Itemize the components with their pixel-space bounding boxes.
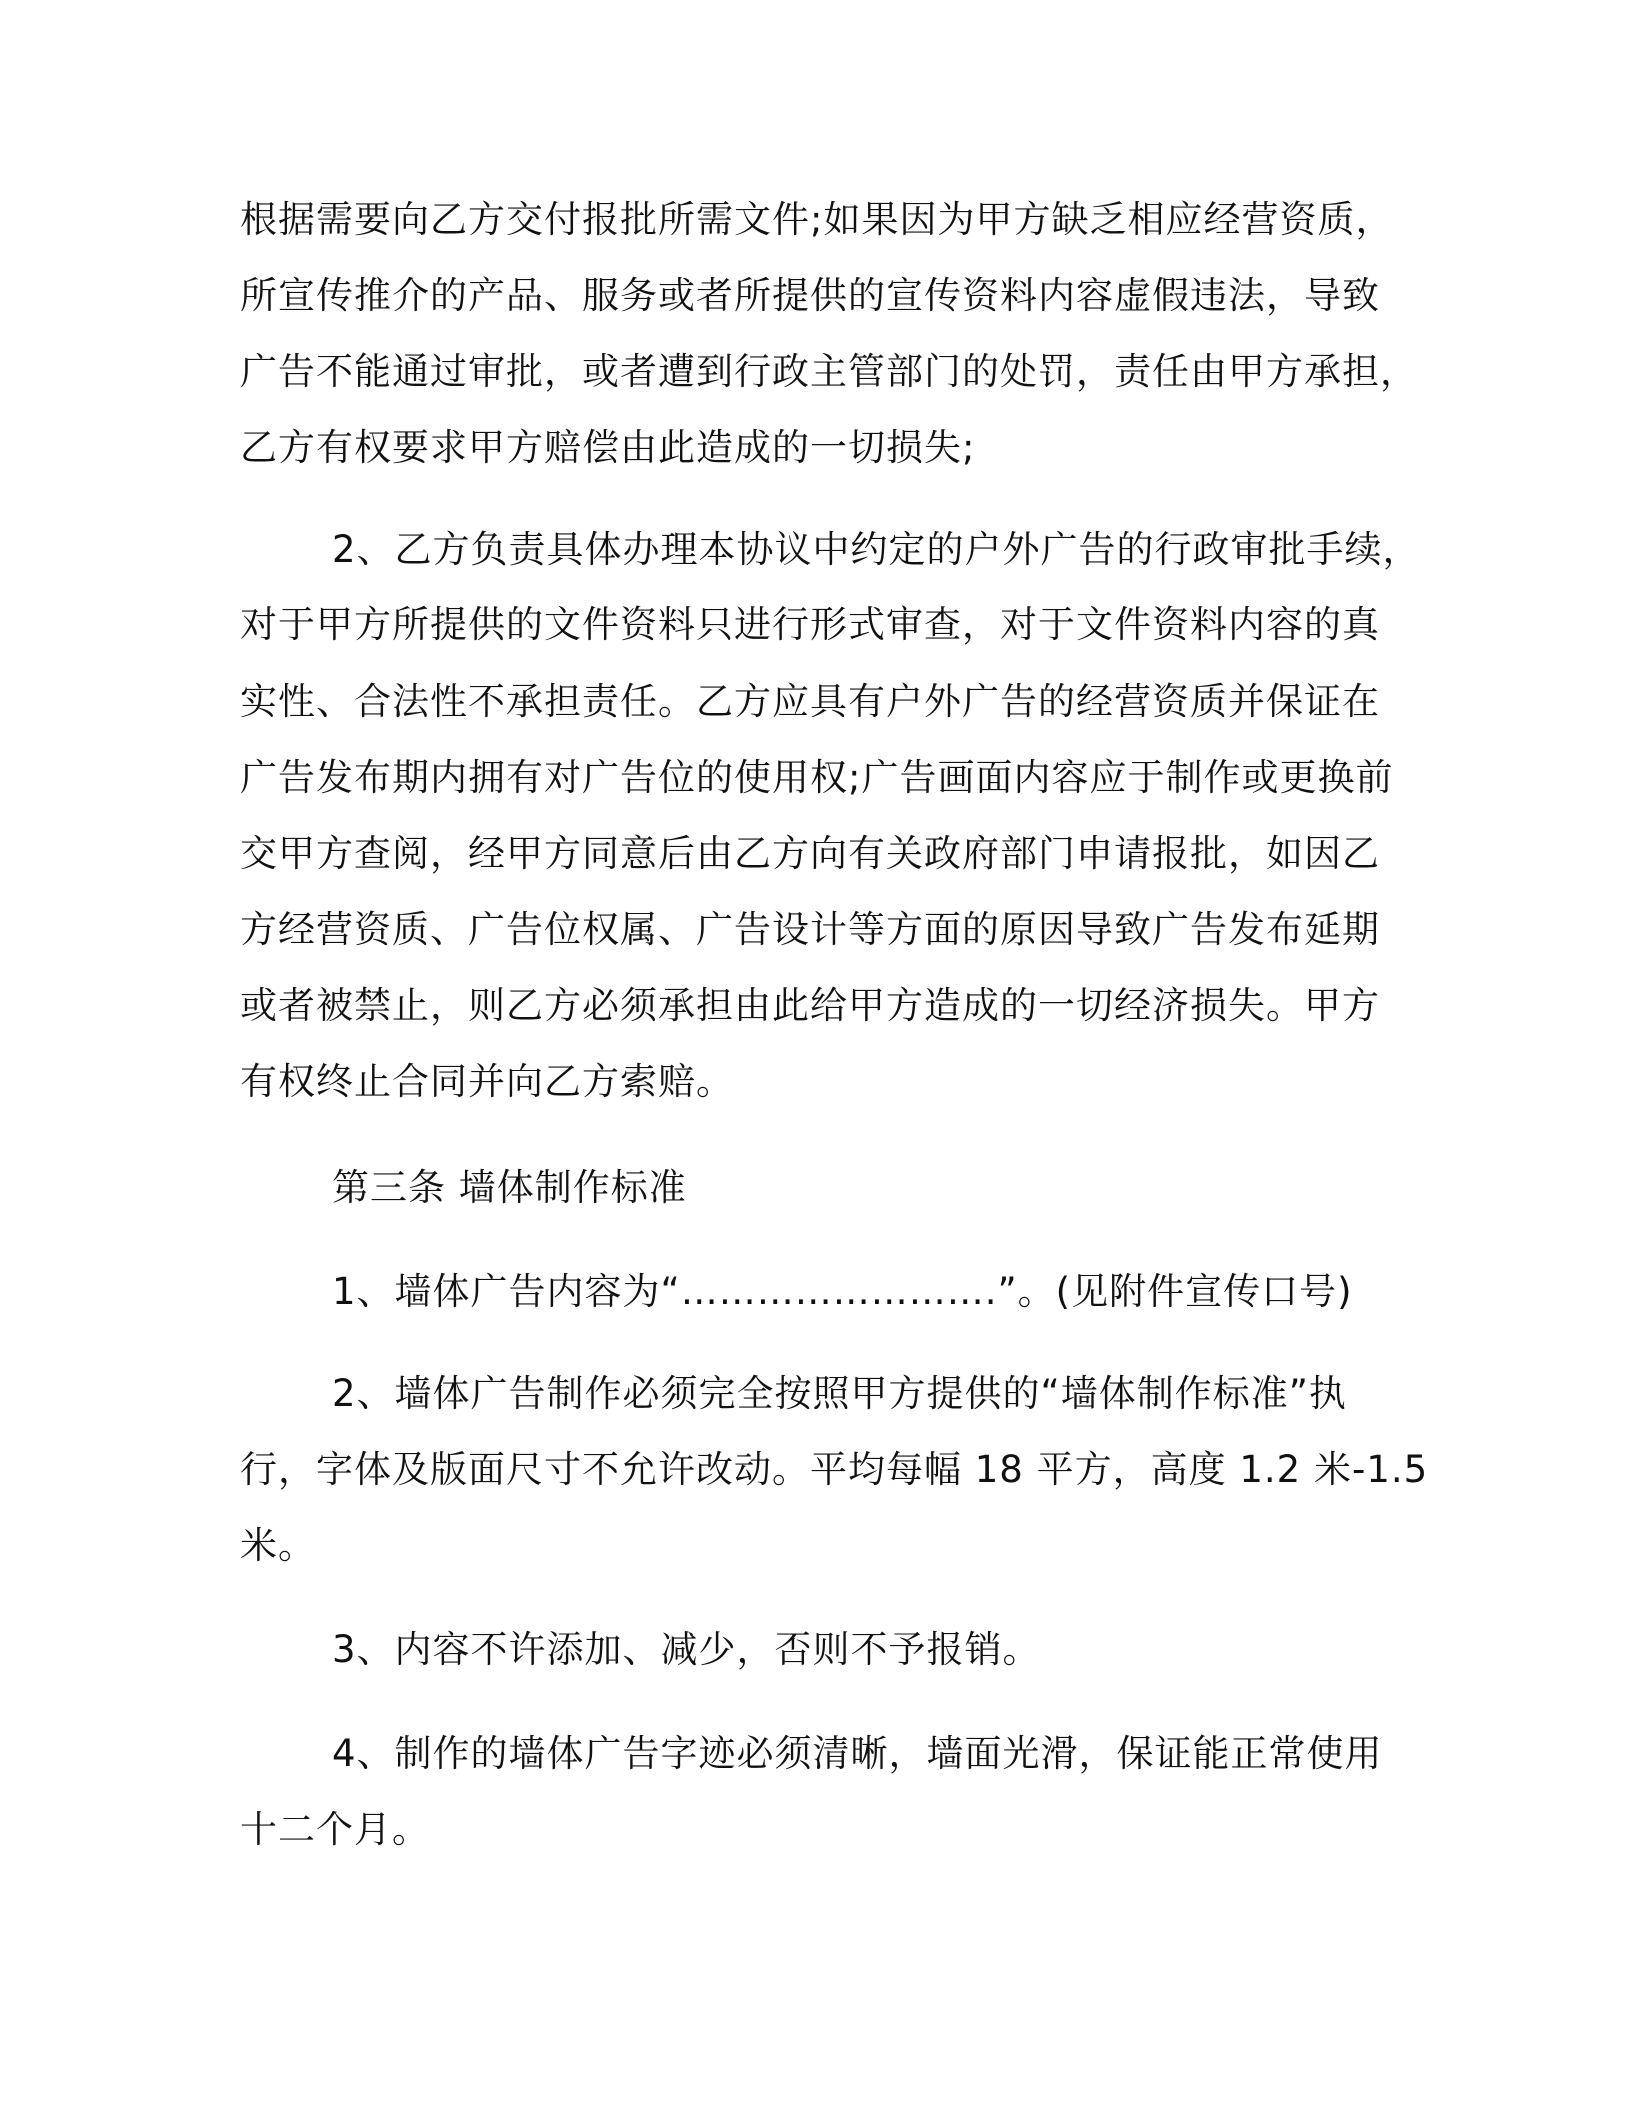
paragraph-2-line-1: 2、乙方负责具体办理本协议中约定的户外广告的行政审批手续， (332, 528, 1421, 571)
paragraph-2-line-6: 方经营资质、广告位权属、广告设计等方面的原因导致广告发布延期 (240, 908, 1380, 951)
item-4-line-1: 4、制作的墙体广告字迹必须清晰，墙面光滑，保证能正常使用 (332, 1732, 1383, 1775)
paragraph-2-line-4: 广告发布期内拥有对广告位的使用权;广告画面内容应于制作或更换前 (240, 756, 1394, 799)
item-2-line-3: 米。 (240, 1524, 316, 1567)
paragraph-2-line-8: 有权终止合同并向乙方索赔。 (240, 1060, 734, 1103)
paragraph-1-line-2: 所宣传推介的产品、服务或者所提供的宣传资料内容虚假违法，导致 (240, 274, 1380, 317)
item-3: 3、内容不许添加、减少，否则不予报销。 (332, 1628, 1041, 1671)
paragraph-2-line-2: 对于甲方所提供的文件资料只进行形式审查，对于文件资料内容的真 (240, 603, 1380, 646)
paragraph-1-line-3: 广告不能通过审批，或者遭到行政主管部门的处罚，责任由甲方承担， (240, 350, 1418, 393)
paragraph-1-line-4: 乙方有权要求甲方赔偿由此造成的一切损失; (240, 426, 976, 469)
item-4-line-2: 十二个月。 (240, 1808, 430, 1851)
paragraph-2-line-7: 或者被禁止，则乙方必须承担由此给甲方造成的一切经济损失。甲方 (240, 984, 1380, 1027)
item-2-line-1: 2、墙体广告制作必须完全按照甲方提供的“墙体制作标准”执 (332, 1372, 1347, 1415)
paragraph-2-line-5: 交甲方查阅，经甲方同意后由乙方向有关政府部门申请报批，如因乙 (240, 832, 1380, 875)
paragraph-1-line-1: 根据需要向乙方交付报批所需文件;如果因为甲方缺乏相应经营资质， (240, 198, 1394, 241)
item-1: 1、墙体广告内容为“…………………….”。(见附件宣传口号) (332, 1270, 1353, 1313)
item-2-line-2: 行，字体及版面尺寸不允许改动。平均每幅 18 平方，高度 1.2 米-1.5 (240, 1448, 1429, 1491)
section-heading: 第三条 墙体制作标准 (332, 1166, 687, 1209)
paragraph-2-line-3: 实性、合法性不承担责任。乙方应具有户外广告的经营资质并保证在 (240, 680, 1380, 723)
